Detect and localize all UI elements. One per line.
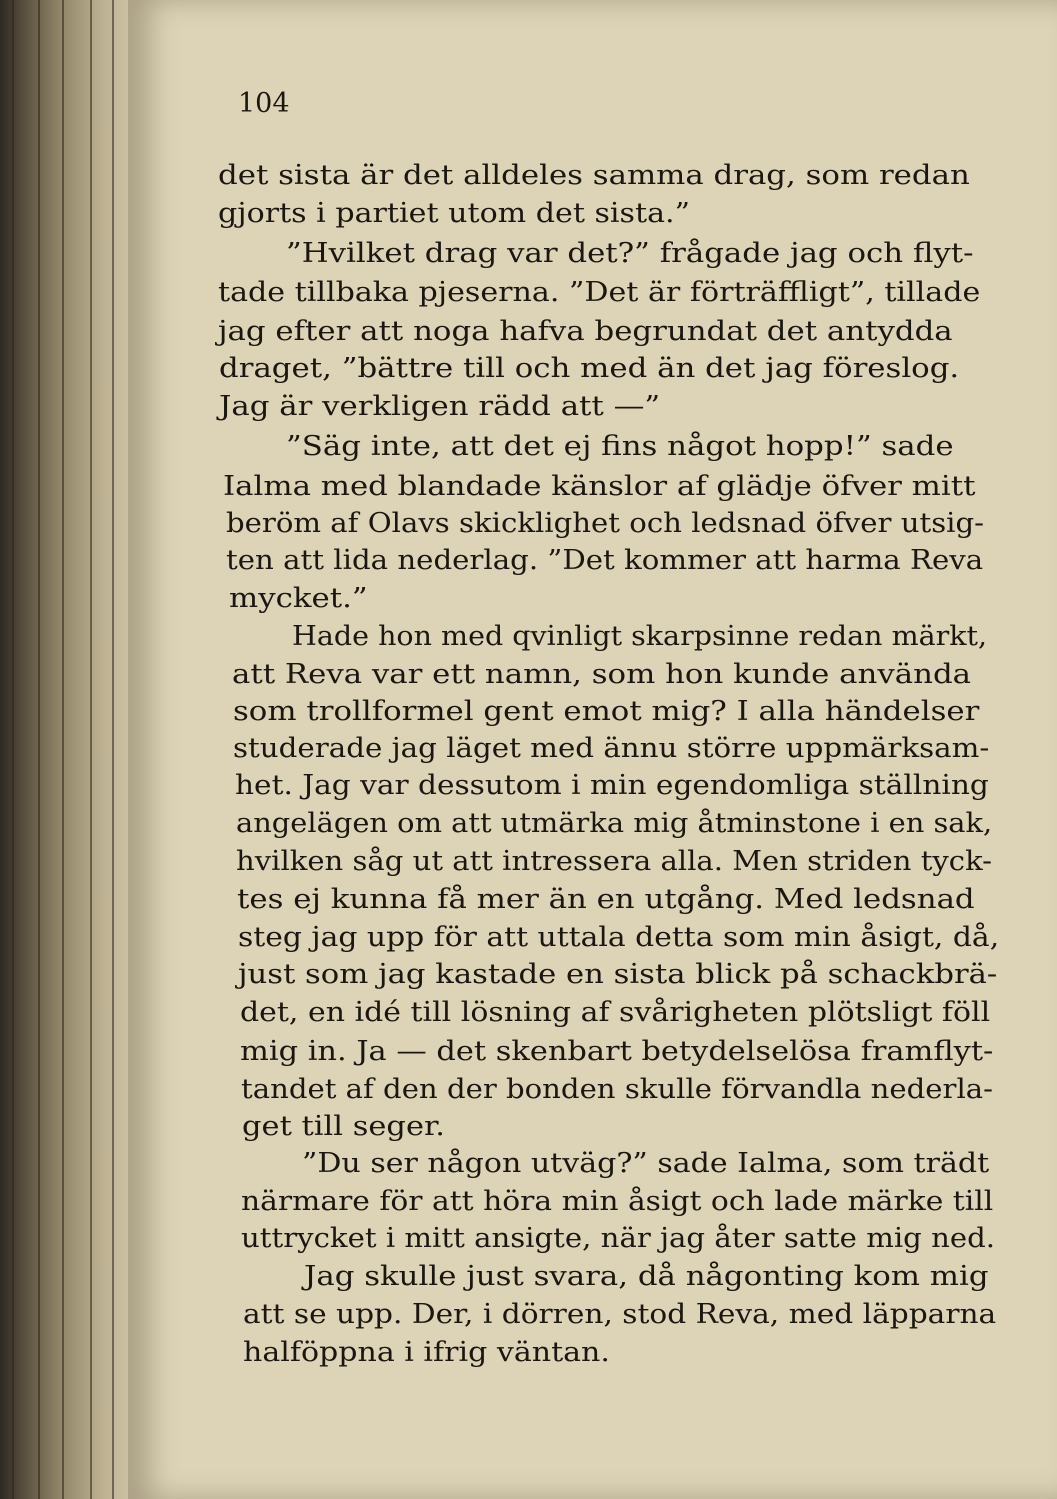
text-line — [0, 954, 1057, 994]
text-line-content: jag efter att noga hafva begrundat det antydda — [218, 315, 953, 347]
text-line-content: het. Jag var dessutom i min egendomliga ställning — [235, 769, 989, 801]
text-line-content: att se upp. Der, i dörren, stod Reva, med läpparna — [243, 1298, 997, 1330]
text-line — [0, 155, 1057, 195]
text-line-content: uttrycket i mitt ansigte, när jag åter satte mig ned. — [241, 1222, 996, 1254]
text-line-content: just som jag kastade en sista blick på schackbrä- — [238, 958, 998, 990]
text-line — [0, 466, 1057, 506]
text-line — [0, 386, 1057, 426]
text-line — [0, 1069, 1057, 1109]
text-line-content: mig in. Ja — det skenbart betydelselösa framflyt- — [240, 1035, 994, 1067]
text-line-content: det sista är det alldeles samma drag, som redan — [218, 159, 970, 191]
text-line-content: att Reva var ett namn, som hon kunde använda — [232, 658, 972, 690]
text-line-content: Jag är verkligen rädd att —” — [219, 390, 661, 422]
text-line-content: som trollformel gent emot mig? I alla händelser — [233, 695, 980, 727]
text-line — [0, 765, 1057, 805]
text-line — [0, 1031, 1057, 1071]
text-line-content: ten att lida nederlag. ”Det kommer att harma Reva — [226, 544, 984, 576]
text-line-content: Jag skulle just svara, då någonting kom mig — [304, 1260, 989, 1292]
text-line — [0, 1181, 1057, 1221]
text-line — [0, 426, 1057, 466]
text-line-content: studerade jag läget med ännu större uppmärksam- — [233, 732, 990, 764]
text-line-content: draget, ”bättre till och med än det jag föreslog. — [219, 352, 960, 384]
text-line — [0, 803, 1057, 843]
text-line-content: ”Säg inte, att det ej fins något hopp!” sade — [286, 430, 954, 462]
text-line — [0, 1294, 1057, 1334]
text-line — [0, 272, 1057, 312]
text-line-content: Hade hon med qvinligt skarpsinne redan märkt, — [292, 620, 988, 652]
text-line — [0, 654, 1057, 694]
text-line — [0, 578, 1057, 618]
text-line — [0, 348, 1057, 388]
text-line — [0, 193, 1057, 233]
text-line — [0, 503, 1057, 543]
text-line-content: närmare för att höra min åsigt och lade märke till — [241, 1185, 994, 1217]
text-line — [0, 879, 1057, 919]
text-line — [0, 540, 1057, 580]
text-line — [0, 1332, 1057, 1372]
text-line — [0, 841, 1057, 881]
text-line — [0, 917, 1057, 957]
text-line — [0, 992, 1057, 1032]
text-line-content: halföppna i ifrig väntan. — [243, 1336, 610, 1368]
text-line-content: steg jag upp för att uttala detta som min åsigt, då, — [238, 921, 1000, 953]
text-line-content: hvilken såg ut att intressera alla. Men striden tyck- — [236, 845, 993, 877]
page-number: 104 — [238, 88, 290, 119]
text-line — [0, 616, 1057, 656]
text-line — [0, 233, 1057, 273]
text-line-content: det, en idé till lösning af svårigheten plötsligt föll — [240, 996, 991, 1028]
text-line-content: mycket.” — [229, 582, 368, 614]
text-line-content: tade tillbaka pjeserna. ”Det är förträffligt”, tillade — [218, 276, 981, 308]
text-line-content: tes ej kunna få mer än en utgång. Med ledsnad — [237, 883, 975, 915]
text-line — [0, 728, 1057, 768]
text-line-content: ”Hvilket drag var det?” frågade jag och flyt- — [286, 237, 974, 269]
text-line — [0, 1218, 1057, 1258]
text-line — [0, 1143, 1057, 1183]
text-line — [0, 1256, 1057, 1296]
text-line-content: ”Du ser någon utväg?” sade Ialma, som trädt — [302, 1147, 990, 1179]
text-line-content: tandet af den der bonden skulle förvandla nederla- — [241, 1073, 993, 1105]
text-line — [0, 311, 1057, 351]
text-line-content: beröm af Olavs skicklighet och ledsnad öfver utsig- — [226, 507, 985, 539]
text-line-content: Ialma med blandade känslor af glädje öfver mitt — [223, 470, 976, 502]
text-line-content: gjorts i partiet utom det sista.” — [218, 197, 690, 229]
text-line-content: angelägen om att utmärka mig åtminstone i en sak, — [236, 807, 993, 839]
text-line-content: get till seger. — [242, 1110, 445, 1142]
text-line — [0, 1106, 1057, 1146]
text-line — [0, 691, 1057, 731]
